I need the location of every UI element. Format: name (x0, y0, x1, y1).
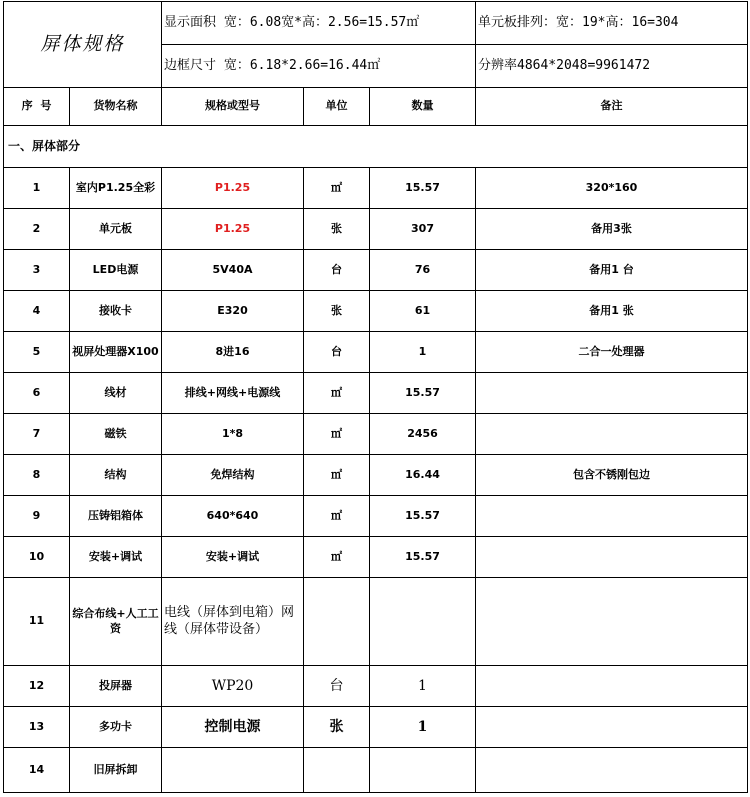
row-no: 6 (4, 373, 70, 414)
row-name: 线材 (70, 373, 162, 414)
row-no: 9 (4, 496, 70, 537)
row-unit: ㎡ (304, 537, 370, 578)
row-unit: 台 (304, 666, 370, 707)
unit-arrangement (476, 2, 748, 45)
row-qty: 1 (370, 332, 476, 373)
frame-size-label: 边框尺寸 (164, 57, 217, 73)
row-unit: ㎡ (304, 373, 370, 414)
table-row (4, 332, 748, 373)
row-unit: 台 (304, 250, 370, 291)
row-qty: 15.57 (370, 168, 476, 209)
col-header-name: 货物名称 (70, 88, 162, 126)
table-row (4, 209, 748, 250)
row-note (476, 707, 748, 748)
row-qty: 307 (370, 209, 476, 250)
row-no: 5 (4, 332, 70, 373)
row-spec: 排线+网线+电源线 (162, 373, 304, 414)
row-name: 旧屏拆卸 (70, 748, 162, 793)
row-no: 14 (4, 748, 70, 793)
table-row (4, 666, 748, 707)
col-header-no: 序 号 (4, 88, 70, 126)
row-name: 多功卡 (70, 707, 162, 748)
row-qty: 15.57 (370, 373, 476, 414)
row-unit: ㎡ (304, 414, 370, 455)
col-header-note: 备注 (476, 88, 748, 126)
row-unit: ㎡ (304, 168, 370, 209)
table-row (4, 168, 748, 209)
row-no: 13 (4, 707, 70, 748)
row-no: 8 (4, 455, 70, 496)
row-no: 1 (4, 168, 70, 209)
resolution: 分辨率4864*2048=9961472 (476, 45, 748, 88)
col-header-unit: 单位 (304, 88, 370, 126)
row-spec: 8进16 (162, 332, 304, 373)
row-unit: 张 (304, 209, 370, 250)
row-qty: 2456 (370, 414, 476, 455)
row-unit (304, 748, 370, 793)
row-note (476, 414, 748, 455)
row-spec: P1.25 (162, 168, 304, 209)
table-row (4, 291, 748, 332)
row-unit: ㎡ (304, 455, 370, 496)
row-name: 磁铁 (70, 414, 162, 455)
display-area-value: 宽：6.08宽*高：2.56=15.57㎡ (223, 14, 420, 30)
row-spec: 640*640 (162, 496, 304, 537)
table-row (4, 455, 748, 496)
frame-size (162, 45, 476, 88)
row-no: 12 (4, 666, 70, 707)
row-no: 7 (4, 414, 70, 455)
col-header-spec: 规格或型号 (162, 88, 304, 126)
row-qty (370, 578, 476, 666)
row-note: 320*160 (476, 168, 748, 209)
row-name: 投屏器 (70, 666, 162, 707)
column-header-row (4, 88, 748, 126)
row-name: LED电源 (70, 250, 162, 291)
row-no: 10 (4, 537, 70, 578)
display-area-label: 显示面积 (164, 14, 217, 30)
row-note (476, 666, 748, 707)
row-no: 4 (4, 291, 70, 332)
row-name: 单元板 (70, 209, 162, 250)
row-name: 视屏处理器X100 (70, 332, 162, 373)
row-note (476, 373, 748, 414)
row-note (476, 748, 748, 793)
row-spec: WP20 (162, 666, 304, 707)
section-row (4, 126, 748, 168)
row-qty: 15.57 (370, 496, 476, 537)
table-row (4, 578, 748, 666)
display-area (162, 2, 476, 45)
row-spec: 电线（屏体到电箱）网线（屏体带设备） (162, 578, 304, 666)
col-header-qty: 数量 (370, 88, 476, 126)
row-note (476, 496, 748, 537)
row-spec: 免焊结构 (162, 455, 304, 496)
row-note: 二合一处理器 (476, 332, 748, 373)
row-unit: 张 (304, 291, 370, 332)
row-no: 2 (4, 209, 70, 250)
row-note: 备用3张 (476, 209, 748, 250)
unit-arrangement-value: 宽：19*高：16=304 (556, 14, 679, 30)
table-row (4, 250, 748, 291)
row-note (476, 537, 748, 578)
row-spec: 控制电源 (162, 707, 304, 748)
table-row (4, 707, 748, 748)
row-note (476, 578, 748, 666)
row-no: 3 (4, 250, 70, 291)
unit-arrangement-label: 单元板排列： (478, 14, 557, 30)
row-spec: E320 (162, 291, 304, 332)
row-qty: 1 (370, 707, 476, 748)
table-row (4, 414, 748, 455)
row-spec (162, 748, 304, 793)
section-title: 一、屏体部分 (4, 126, 748, 168)
row-qty: 76 (370, 250, 476, 291)
row-unit (304, 578, 370, 666)
row-name: 安装+调试 (70, 537, 162, 578)
row-spec: 5V40A (162, 250, 304, 291)
row-unit: ㎡ (304, 496, 370, 537)
row-unit: 张 (304, 707, 370, 748)
row-name: 压铸铝箱体 (70, 496, 162, 537)
table-row (4, 748, 748, 793)
table-row (4, 537, 748, 578)
row-qty: 16.44 (370, 455, 476, 496)
row-unit: 台 (304, 332, 370, 373)
row-name: 结构 (70, 455, 162, 496)
row-qty: 1 (370, 666, 476, 707)
screen-spec-title: 屏体规格 (4, 2, 162, 88)
row-name: 综合布线+人工工资 (70, 578, 162, 666)
row-qty (370, 748, 476, 793)
row-qty: 61 (370, 291, 476, 332)
row-note: 备用1 张 (476, 291, 748, 332)
row-name: 接收卡 (70, 291, 162, 332)
frame-size-value: 宽：6.18*2.66=16.44㎡ (223, 57, 381, 73)
row-note: 备用1 台 (476, 250, 748, 291)
header-row-1 (4, 2, 748, 45)
spec-table (3, 1, 748, 793)
row-spec: 1*8 (162, 414, 304, 455)
table-row (4, 496, 748, 537)
row-note: 包含不锈刚包边 (476, 455, 748, 496)
row-name: 室内P1.25全彩 (70, 168, 162, 209)
row-no: 11 (4, 578, 70, 666)
row-spec: 安装+调试 (162, 537, 304, 578)
row-spec: P1.25 (162, 209, 304, 250)
table-row (4, 373, 748, 414)
row-qty: 15.57 (370, 537, 476, 578)
